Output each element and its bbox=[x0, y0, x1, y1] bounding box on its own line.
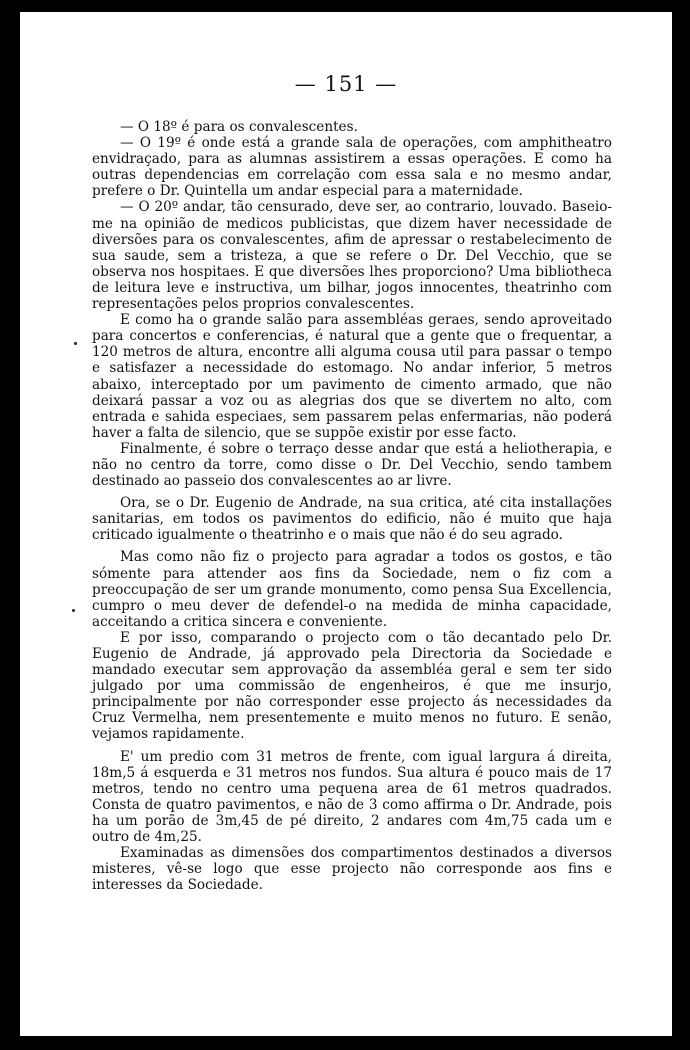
body-text bbox=[92, 119, 612, 893]
paragraph: E por isso, comparando o projecto com o tão decantado pelo Dr. Eugenio de Andrade, já approvado pela Directoria da Sociedade e mandado executar sem approvação da assembléa geral e sem ter sido julgado por uma commissão de engenheiros, é que me insurjo, principalmente por não corresponder esse projecto ás necessidades da Cruz Vermelha, nem presentemente e muito menos no futuro. E senão, vejamos rapidamente. bbox=[92, 629, 612, 743]
margin-speck bbox=[74, 342, 77, 345]
paragraph: Mas como não fiz o projecto para agradar a todos os gostos, e tão sómente para attender aos fins da Sociedade, nem o fiz com a preoccupação de ser um grande monumento, como pensa Sua Excellencia, cumpro o meu dever de defendel-o na medida de minha capacidade, acceitando a critica sincera e conveniente. bbox=[92, 549, 612, 630]
paragraph: E como ha o grande salão para assembléas geraes, sendo aproveitado para concertos e conferencias, é natural que a gente que o frequentar, a 120 metros de altura, encontre alli alguma cousa util para passar o tempo e satisfazer a necessidade do estomago. No andar inferior, 5 metros abaixo, interceptado por um pavimento de cimento armado, que não deixará passar a voz ou as alegrias dos que se divertem no alto, com entrada e sahida especiaes, sem passarem pelas enfermarias, não poderá haver a falta de silencio, que se suppõe existir por esse facto. bbox=[92, 312, 612, 441]
paragraph: — O 18º é para os convalescentes. bbox=[120, 119, 358, 135]
paragraph: — O 19º é onde está a grande sala de operações, com amphitheatro envidraçado, para as alumnas assistirem a essas operações. E como ha outras dependencias em correlação com essa sala e no mesmo andar, prefere o Dr. Quintella um andar especial para a maternidade. bbox=[92, 135, 612, 200]
paragraph: E' um predio com 31 metros de frente, com igual largura á direita, 18m,5 á esquerda e 31 metros nos fundos. Sua altura é pouco mais de 17 metros, tendo no centro uma pequena area de 61 metros quadrados. Consta de quatro pavimentos, e não de 3 como affirma o Dr. Andrade, pois ha um porão de 3m,45 de pé direito, 2 andares com 4m,75 cada um e outro de 4m,25. bbox=[92, 748, 612, 846]
paragraph: — O 20º andar, tão censurado, deve ser, ao contrario, louvado. Baseio-me na opinião de medicos publicistas, que dizem haver necessidade de diversões para os convalescentes, afim de apressar o restabelecimento de sua saude, sem a tristeza, a que se refere o Dr. Del Vecchio, que se observa nos hospitaes. E que diversões lhes proporciono? Uma bibliotheca de leitura leve e instructiva, um bilhar, jogos innocentes, theatrinho com representações pelos proprios convalescentes. bbox=[92, 199, 612, 313]
margin-speck bbox=[72, 609, 75, 612]
paragraph: Examinadas as dimensões dos compartimentos destinados a diversos misteres, vê-se logo que esse projecto não corresponde aos fins e interesses da Sociedade. bbox=[92, 845, 612, 894]
page-number: — 151 — bbox=[294, 72, 398, 96]
paragraph: Finalmente, é sobre o terraço desse andar que está a heliotherapia, e não no centro da torre, como disse o Dr. Del Vecchio, sendo tambem destinado ao passeio dos convalescentes ao ar livre. bbox=[92, 440, 612, 490]
paragraph: Ora, se o Dr. Eugenio de Andrade, na sua critica, até cita installações sanitarias, em todos os pavimentos do edificio, não é muito que haja criticado igualmente o theatrinho e o mais que não é do seu agrado. bbox=[92, 495, 612, 544]
book-page bbox=[20, 12, 672, 1036]
